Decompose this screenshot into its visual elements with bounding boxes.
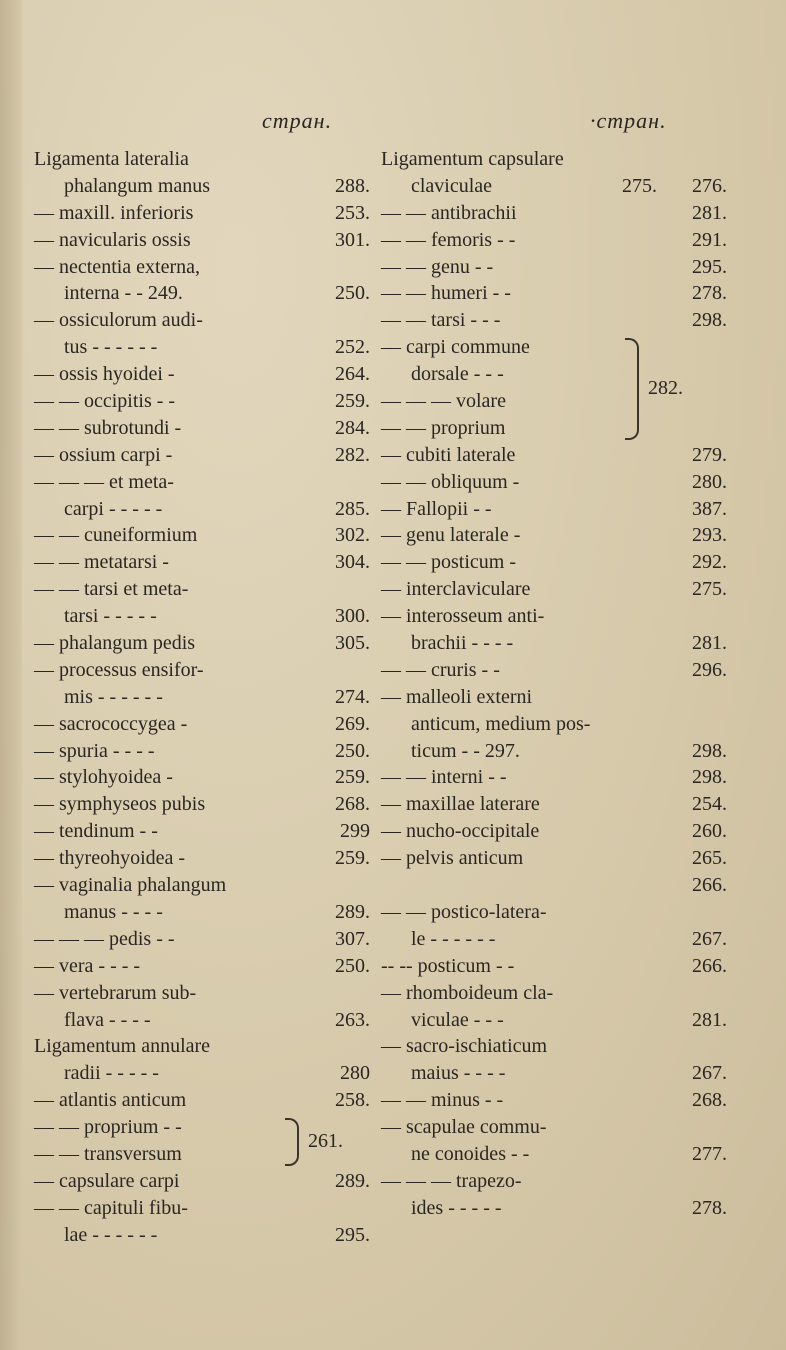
index-entry [30,872,370,899]
entry-page-number: 291. [692,228,727,251]
index-entry [377,576,727,603]
entry-page-number: 299 [340,820,370,843]
entry-term: — processus ensifor- [34,658,204,681]
index-entry [30,1007,370,1034]
right-brace-mark [625,338,639,440]
index-entry [377,1060,727,1087]
entry-term: — vera - - - - [34,954,141,977]
entry-term: — phalangum pedis [34,632,196,655]
left-index-column [30,146,370,1249]
index-entry [30,549,370,576]
entry-term: — sacro-ischiaticum [381,1035,548,1058]
entry-term: — — proprium [381,416,506,439]
index-entry [30,200,370,227]
index-entry [377,926,727,953]
entry-page-number: 280. [692,470,727,493]
entry-term: — capsulare carpi [34,1169,180,1192]
entry-term: viculae - - - [411,1008,504,1031]
entry-term: — — subrotundi - [34,416,182,439]
index-entry [377,522,727,549]
index-entry [377,1033,727,1060]
entry-term: — — cuneiformium [34,524,198,547]
left-brace-mark [285,1118,299,1166]
index-entry [30,334,370,361]
index-entry [377,469,727,496]
entry-term: — — femoris - - [381,228,516,251]
entry-term: — — — et meta- [34,470,174,493]
entry-term: phalangum manus [64,174,211,197]
entry-page-number: 278. [692,282,727,305]
entry-term: claviculae [411,174,493,197]
index-entry [377,146,727,173]
entry-page-number: 295. [335,1223,370,1246]
entry-term: — ossis hyoidei - [34,363,175,386]
entry-page-number: 260. [692,820,727,843]
entry-term: — vaginalia phalangum [34,874,227,897]
index-entry [377,1087,727,1114]
index-entry [377,280,727,307]
index-entry [30,926,370,953]
entry-term: — — tarsi - - - [381,309,501,332]
entry-page-number: 307. [335,927,370,950]
entry-term: — genu laterale - [381,524,521,547]
entry-term: — spuria - - - - [34,739,155,762]
entry-term: le - - - - - - [411,927,496,950]
entry-term: — — occipitis - - [34,390,176,413]
entry-term: -- -- posticum - - [381,954,515,977]
entry-page-number: 305. [335,632,370,655]
index-entry [377,980,727,1007]
index-entry [30,1222,370,1249]
entry-term: manus - - - - [64,900,163,923]
index-entry [30,227,370,254]
entry-page-number: 281. [692,632,727,655]
entry-page-number: 277. [692,1142,727,1165]
entry-page-number: 281. [692,201,727,224]
index-entry [377,764,727,791]
index-entry [377,227,727,254]
entry-term: — thyreohyoidea - [34,847,186,870]
entry-page-number: 300. [335,605,370,628]
index-entry [377,1141,727,1168]
right-index-column [377,146,727,1222]
index-entry [377,845,727,872]
entry-page-number: 288. [335,174,370,197]
index-entry [377,254,727,281]
entry-term: ne conoides - - [411,1142,530,1165]
left-column-header: стран. [262,108,333,133]
entry-page-number: 289. [335,1169,370,1192]
index-entry [30,361,370,388]
entry-page-number: 250. [335,282,370,305]
entry-term: anticum, medium pos- [411,712,591,735]
entry-page-number: 285. [335,497,370,520]
index-entry [377,738,727,765]
index-entry [377,953,727,980]
index-entry [30,496,370,523]
entry-term: — Fallopii - - [381,497,492,520]
entry-term: — interosseum anti- [381,605,545,628]
entry-term: — — capituli fibu- [34,1196,188,1219]
entry-page-number: 266. [692,874,727,897]
entry-term: radii - - - - - [64,1062,159,1085]
index-entry [377,549,727,576]
entry-page-number: 387. [692,497,727,520]
entry-page-number: 284. [335,416,370,439]
entry-page-number: 268. [335,793,370,816]
left-brace-page: 261. [308,1129,343,1152]
entry-term: — carpi commune [381,336,530,359]
index-entry [377,818,727,845]
entry-term: Ligamentum capsulare [381,148,564,170]
entry-term: Ligamenta lateralia [34,148,189,170]
index-entry [30,711,370,738]
entry-term: — navicularis ossis [34,228,191,251]
index-entry [30,388,370,415]
entry-page-number: 298. [692,766,727,789]
entry-page-number: 269. [335,712,370,735]
index-entry [377,307,727,334]
entry-page-number: 274. [335,685,370,708]
index-entry [30,280,370,307]
index-entry [30,1060,370,1087]
entry-page-number: 276. [692,174,727,197]
index-entry [30,684,370,711]
entry-term: — interclaviculare [381,578,531,601]
entry-term: — — interni - - [381,766,507,789]
entry-term: — — — volare [381,390,506,413]
index-entry [377,711,727,738]
entry-term: — tendinum - - [34,820,158,843]
entry-term: — ossium carpi - [34,443,173,466]
entry-term: ides - - - - - [411,1196,502,1219]
entry-page-number: 275. [622,174,657,197]
entry-term: — nectentia externa, [34,255,201,278]
index-entry [30,764,370,791]
entry-term: — malleoli externi [381,685,533,708]
index-entry [377,603,727,630]
index-entry [30,469,370,496]
entry-term: — — postico-latera- [381,900,547,923]
entry-page-number: 278. [692,1196,727,1219]
entry-term: lae - - - - - - [64,1223,158,1246]
entry-page-number: 266. [692,954,727,977]
entry-page-number: 264. [335,363,370,386]
entry-page-number: 304. [335,551,370,574]
entry-term: Ligamentum annulare [34,1035,211,1058]
entry-term: tarsi - - - - - [64,605,157,628]
entry-page-number: 298. [692,739,727,762]
index-entry [30,442,370,469]
right-brace-page: 282. [648,376,683,399]
entry-term: — vertebrarum sub- [34,981,197,1004]
entry-page-number: 252. [335,336,370,359]
page-binding-edge [0,0,22,1350]
index-entry [30,173,370,200]
entry-term: dorsale - - - [411,363,504,386]
entry-term: — ossiculorum audi- [34,309,203,332]
index-entry [377,415,727,442]
index-page [30,108,730,1308]
entry-page-number: 296. [692,658,727,681]
entry-term: tus - - - - - - [64,336,158,359]
entry-page-number: 254. [692,793,727,816]
index-entry [377,791,727,818]
entry-term: carpi - - - - - [64,497,163,520]
entry-page-number: 298. [692,309,727,332]
index-entry [30,576,370,603]
index-entry [30,953,370,980]
entry-term: — — humeri - - [381,282,511,305]
index-entry [30,845,370,872]
index-entry [30,254,370,281]
entry-term: — cubiti laterale [381,443,516,466]
entry-page-number: 259. [335,766,370,789]
index-entry [377,1114,727,1141]
entry-page-number: 282. [335,443,370,466]
entry-term: — symphyseos pubis [34,793,206,816]
index-entry [30,818,370,845]
right-column-header: ·стран. [590,108,667,133]
entry-page-number: 289. [335,900,370,923]
entry-page-number: 301. [335,228,370,251]
entry-term: — maxill. inferioris [34,201,194,224]
entry-term: — rhomboideum cla- [381,981,554,1004]
index-entry [30,307,370,334]
index-entry [377,1168,727,1195]
index-entry [30,791,370,818]
entry-page-number: 250. [335,739,370,762]
index-entry [30,899,370,926]
entry-term: — scapulae commu- [381,1116,547,1139]
entry-term: maius - - - - [411,1062,506,1085]
index-entry [377,173,727,200]
entry-term: — — genu - - [381,255,494,278]
index-entry [377,630,727,657]
entry-term: — — posticum - [381,551,516,574]
entry-page-number: 250. [335,954,370,977]
entry-term: — — minus - - [381,1089,504,1112]
index-entry [30,657,370,684]
index-entry [377,200,727,227]
index-entry [30,738,370,765]
index-entry [30,603,370,630]
entry-page-number: 259. [335,390,370,413]
entry-term: — — transversum [34,1142,182,1165]
entry-term: — atlantis anticum [34,1089,187,1112]
entry-page-number: 293. [692,524,727,547]
index-entry [377,1007,727,1034]
index-entry [30,522,370,549]
entry-term: — maxillae laterare [381,793,540,816]
index-entry [377,496,727,523]
index-entry [30,146,370,173]
index-entry [30,1168,370,1195]
entry-page-number: 280 [340,1062,370,1085]
entry-page-number: 281. [692,1008,727,1031]
entry-term: — — cruris - - [381,658,500,681]
index-entry [30,1087,370,1114]
index-entry [30,415,370,442]
entry-page-number: 292. [692,551,727,574]
index-entry [377,899,727,926]
entry-page-number: 263. [335,1008,370,1031]
index-entry [30,980,370,1007]
entry-term: — — — trapezo- [381,1169,522,1192]
entry-page-number: 267. [692,1062,727,1085]
entry-term: — nucho-occipitale [381,820,540,843]
entry-term: — — tarsi et meta- [34,578,189,601]
entry-page-number: 259. [335,847,370,870]
entry-term: mis - - - - - - [64,685,163,708]
entry-page-number: 279. [692,443,727,466]
entry-term: ticum - - 297. [411,739,520,762]
entry-page-number: 295. [692,255,727,278]
entry-term: flava - - - - [64,1008,151,1031]
index-entry [377,872,727,899]
entry-term: — — antibrachii [381,201,517,224]
entry-page-number: 268. [692,1089,727,1112]
entry-term: — pelvis anticum [381,847,524,870]
index-entry [30,1033,370,1060]
entry-page-number: 267. [692,927,727,950]
index-entry [377,334,727,361]
index-entry [30,630,370,657]
entry-term: — — proprium - - [34,1116,182,1139]
entry-page-number: 275. [692,578,727,601]
entry-term: interna - - 249. [64,282,183,305]
index-entry [377,657,727,684]
entry-term: — — obliquum - [381,470,520,493]
index-entry [377,684,727,711]
entry-term: — — metatarsi - [34,551,169,574]
entry-page-number: 265. [692,847,727,870]
index-entry [30,1195,370,1222]
entry-page-number: 302. [335,524,370,547]
entry-term: — sacrococcygea - [34,712,188,735]
index-entry [377,1195,727,1222]
entry-page-number: 253. [335,201,370,224]
index-entry [377,442,727,469]
entry-term: — stylohyoidea - [34,766,173,789]
entry-term: — — — pedis - - [34,927,175,950]
entry-term: brachii - - - - [411,632,514,655]
entry-page-number: 258. [335,1089,370,1112]
